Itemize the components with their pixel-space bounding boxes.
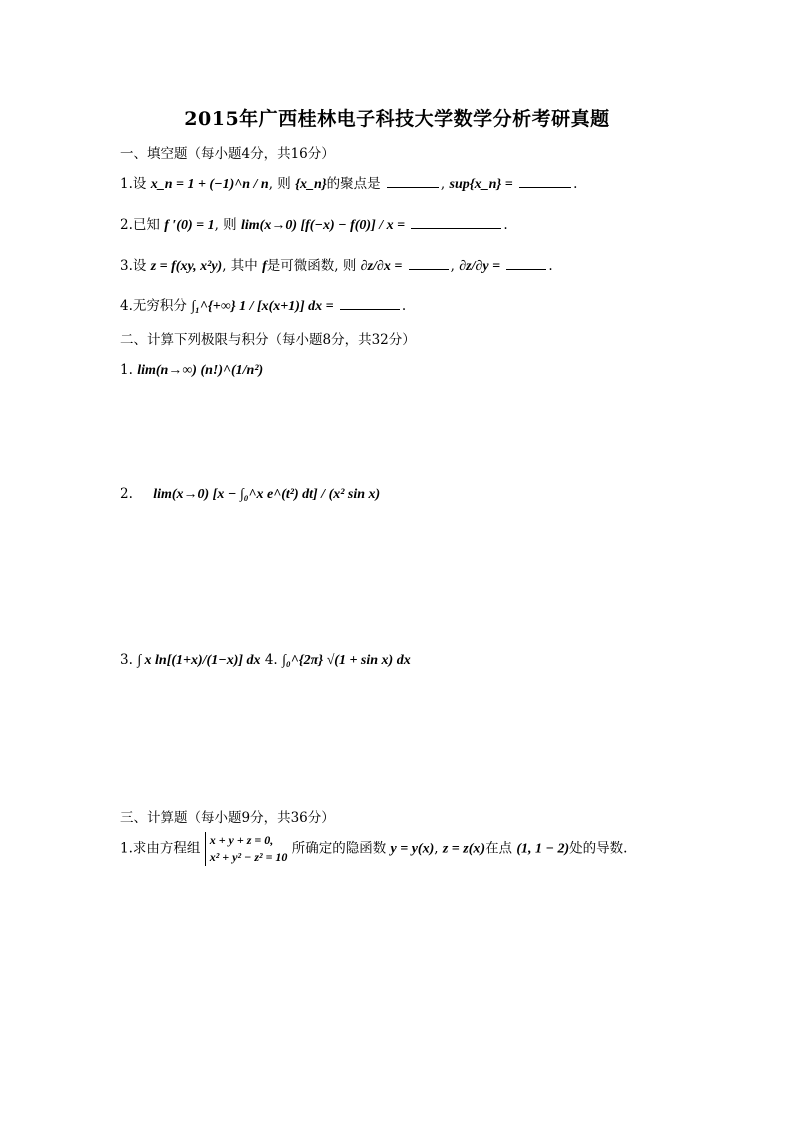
question-text: , 其中 — [222, 258, 258, 274]
question-calc-1 — [120, 362, 263, 379]
question-text: 所确定的隐函数 — [291, 840, 387, 857]
question-text: 在点 — [485, 840, 513, 857]
question-text: 的聚点是 — [326, 176, 381, 192]
equation: x + y + z = 0, — [209, 833, 274, 847]
formula-integral: ∫₀^{2π} √(1 + sin x) dx — [282, 653, 411, 668]
question-end: . — [548, 258, 553, 274]
question-calc-3-4 — [120, 652, 411, 669]
formula-limit: lim(x→0) [x − ∫₀^x e^(t²) dt] / (x² sin x) — [153, 487, 381, 502]
formula-partial-y: ∂z/∂y = — [459, 259, 501, 274]
question-number: 2. — [120, 486, 133, 502]
question-number: 2. — [120, 217, 133, 233]
question-end: . — [573, 176, 578, 192]
answer-blank — [387, 186, 439, 188]
answer-blank — [409, 268, 449, 270]
formula-integral: ∫ x ln[(1+x)/(1−x)] dx — [137, 653, 261, 668]
formula-function: z = f(xy, x²y) — [150, 259, 223, 274]
formula-f: f — [262, 259, 267, 274]
question-text: , — [440, 176, 446, 192]
question-text: , — [434, 840, 439, 857]
question-number: 3. — [120, 258, 133, 274]
question-text: 是可微函数, 则 — [266, 258, 357, 274]
question-text: , 则 — [214, 217, 237, 233]
answer-blank — [506, 268, 546, 270]
question-number: 1. — [120, 176, 133, 192]
formula-sequence: x_n = 1 + (−1)^n / n — [150, 177, 269, 192]
equation: x² + y² − z² = 10 — [209, 850, 288, 864]
formula-limit: lim(n→∞) (n!)^(1/n²) — [137, 363, 264, 378]
formula-point: (1, 1 − 2) — [516, 841, 570, 857]
question-text: 设 — [132, 176, 147, 192]
section-heading-calculation: 三、计算题（每小题9分，共36分） — [120, 810, 335, 826]
question-end: . — [503, 217, 508, 233]
section-heading-fill-in: 一、填空题（每小题4分，共16分） — [120, 146, 335, 162]
equation-system — [205, 832, 288, 866]
question-fill-2 — [120, 213, 508, 234]
section-heading-limits-integrals: 二、计算下列极限与积分（每小题8分，共32分） — [120, 332, 416, 348]
formula-integral: ∫₁^{+∞} 1 / [x(x+1)] dx = — [191, 299, 334, 314]
question-text: 无穷积分 — [132, 298, 187, 314]
question-number: 4. — [120, 298, 133, 314]
formula-implicit-y: y = y(x) — [390, 841, 435, 857]
question-text: 设 — [132, 258, 147, 274]
question-text: 已知 — [132, 217, 160, 233]
question-text: , — [450, 258, 455, 274]
question-text: , 则 — [268, 176, 291, 192]
question-fill-4 — [120, 294, 406, 315]
answer-blank — [340, 308, 400, 310]
formula-implicit-z: z = z(x) — [442, 841, 486, 857]
formula-derivative: f ′(0) = 1 — [164, 218, 215, 233]
question-text: 处的导数. — [569, 840, 628, 857]
question-fill-1 — [120, 172, 577, 193]
question-end: . — [401, 298, 407, 314]
question-number: 1. — [120, 362, 133, 378]
answer-blank — [411, 227, 501, 229]
question-number: 4. — [264, 652, 278, 668]
question-calc-2 — [120, 486, 380, 503]
question-fill-3 — [120, 254, 553, 275]
answer-blank — [519, 186, 571, 188]
question-number: 1. — [120, 840, 133, 857]
page-title: 2015年广西桂林电子科技大学数学分析考研真题 — [184, 108, 610, 130]
formula-partial-x: ∂z/∂x = — [360, 259, 403, 274]
question-number: 3. — [120, 652, 133, 668]
question-text: 求由方程组 — [132, 840, 201, 857]
formula-sup: sup{x_n} = — [449, 177, 513, 192]
question-comp-1 — [120, 832, 627, 866]
formula-limit: lim(x→0) [f(−x) − f(0)] / x = — [240, 218, 406, 233]
formula-set: {x_n} — [295, 177, 327, 192]
